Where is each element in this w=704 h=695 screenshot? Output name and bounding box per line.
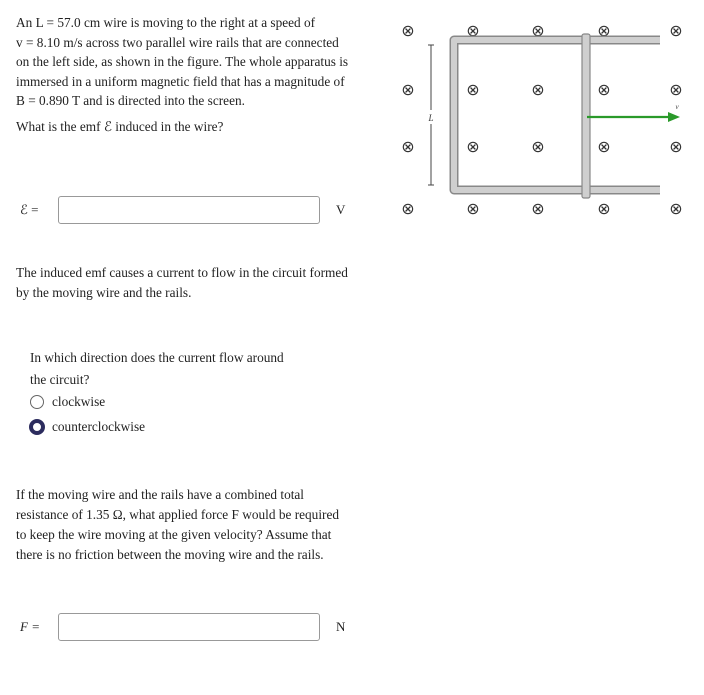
- velocity-arrow-icon: [587, 112, 680, 122]
- field-into-page-icon: ⊗: [531, 137, 545, 156]
- radio-button-clockwise[interactable]: [30, 395, 44, 409]
- emf-answer-row: [20, 196, 345, 224]
- field-into-page-icon: ⊗: [466, 21, 480, 40]
- velocity-label: v: [675, 103, 679, 111]
- emf-input[interactable]: [58, 196, 320, 224]
- problem-line: immersed in a uniform magnetic field that has a magnitude of: [16, 73, 345, 89]
- field-into-page-icon: ⊗: [466, 80, 480, 99]
- problem-line: An L = 57.0 cm wire is moving to the right at a speed of: [16, 15, 316, 30]
- field-into-page-icon: ⊗: [531, 199, 545, 218]
- radio-button-counterclockwise[interactable]: [29, 419, 45, 435]
- field-into-page-icon: ⊗: [597, 199, 611, 218]
- radio-counterclockwise[interactable]: [30, 419, 145, 435]
- direction-question: [30, 347, 284, 391]
- field-into-page-icon: ⊗: [401, 137, 415, 156]
- field-into-page-icon: ⊗: [401, 199, 415, 218]
- field-into-page-icon: ⊗: [401, 21, 415, 40]
- force-text-line: resistance of 1.35 Ω, what applied force F would be required: [16, 507, 339, 522]
- emf-unit: V: [336, 202, 346, 217]
- force-text-line: If the moving wire and the rails have a combined total: [16, 487, 305, 502]
- circuit-figure: [390, 10, 690, 220]
- field-into-page-icon: ⊗: [669, 21, 683, 40]
- problem-line: on the left side, as shown in the figure. The whole apparatus is: [16, 54, 349, 69]
- field-into-page-icon: ⊗: [669, 137, 683, 156]
- problem-line: B = 0.890 T and is directed into the screen.: [16, 93, 245, 108]
- field-into-page-icon: ⊗: [669, 80, 683, 99]
- force-label: F =: [20, 619, 40, 634]
- field-into-page-icon: ⊗: [669, 199, 683, 218]
- field-into-page-icon: ⊗: [401, 80, 415, 99]
- field-into-page-icon: ⊗: [597, 21, 611, 40]
- force-text-line: to keep the wire moving at the given velocity? Assume that: [16, 527, 332, 542]
- direction-question-line: the circuit?: [30, 372, 90, 387]
- wire-rails: [454, 40, 660, 190]
- problem-statement: [16, 13, 361, 111]
- radio-clockwise[interactable]: [30, 394, 105, 410]
- current-description: [16, 263, 348, 303]
- force-question: [16, 485, 339, 565]
- force-text-line: there is no friction between the moving wire and the rails.: [16, 547, 324, 562]
- radio-label-counterclockwise[interactable]: counterclockwise: [52, 419, 146, 434]
- radio-label-clockwise[interactable]: clockwise: [52, 394, 106, 409]
- field-into-page-icon: ⊗: [531, 21, 545, 40]
- problem-line: v = 8.10 m/s across two parallel wire rails that are connected: [16, 34, 339, 50]
- force-answer-row: [20, 613, 345, 641]
- current-text-line: by the moving wire and the rails.: [16, 285, 192, 300]
- length-label: L: [428, 113, 434, 123]
- emf-question: What is the emf ℰ induced in the wire?: [16, 119, 224, 134]
- current-text-line: The induced emf causes a current to flow in the circuit formed: [16, 265, 348, 280]
- field-into-page-icon: ⊗: [466, 199, 480, 218]
- direction-question-line: In which direction does the current flow around: [30, 350, 284, 365]
- emf-label: ℰ =: [20, 202, 39, 217]
- field-into-page-icon: ⊗: [597, 80, 611, 99]
- field-into-page-icon: ⊗: [531, 80, 545, 99]
- field-row-3: [401, 137, 682, 156]
- field-into-page-icon: ⊗: [466, 137, 480, 156]
- field-into-page-icon: ⊗: [597, 137, 611, 156]
- field-row-4: [401, 199, 682, 218]
- force-unit: N: [336, 619, 346, 634]
- field-row-2: [401, 80, 682, 99]
- force-input[interactable]: [58, 613, 320, 641]
